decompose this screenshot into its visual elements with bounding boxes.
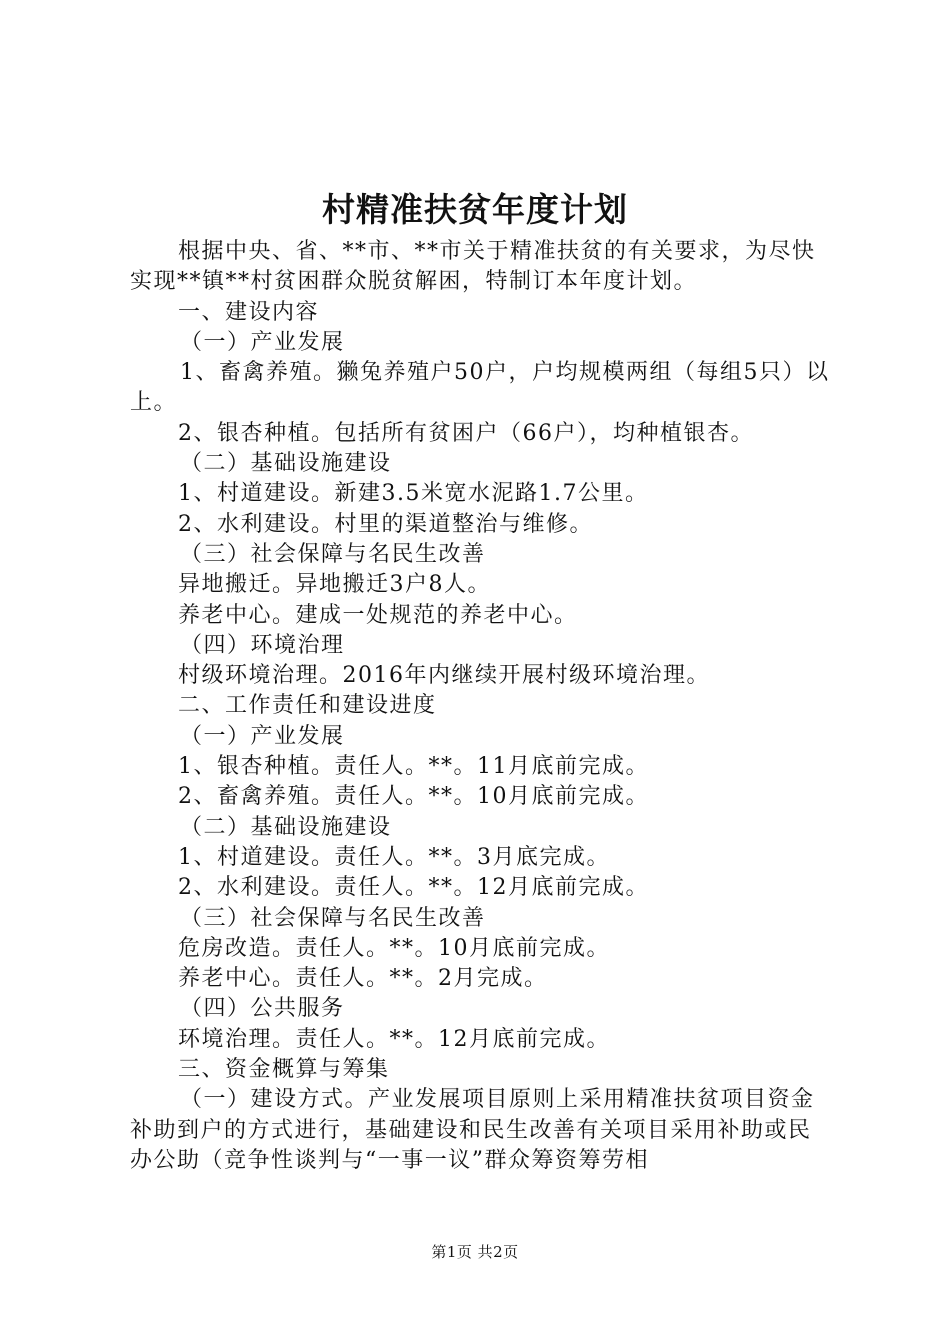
paragraph: 2、水利建设。村里的渠道整治与维修。: [178, 511, 593, 537]
paragraph: 1、畜禽养殖。獭兔养殖户50户，户均规模两组（每组5只）以上。: [130, 360, 830, 416]
paragraph: 养老中心。责任人。**。2月完成。: [178, 966, 548, 992]
paragraph: 村级环境治理。2016年内继续开展村级环境治理。: [178, 663, 710, 689]
subsection-heading: （一）产业发展: [180, 329, 345, 355]
paragraph: 1、村道建设。新建3.5米宽水泥路1.7公里。: [178, 481, 649, 507]
paragraph: 1、村道建设。责任人。**。3月底完成。: [178, 844, 610, 870]
paragraph: 环境治理。责任人。**。12月底前完成。: [178, 1026, 610, 1052]
document-body: [130, 237, 830, 1176]
subsection-heading: （三）社会保障与名民生改善: [180, 541, 486, 567]
subsection-heading: （二）基础设施建设: [180, 814, 392, 840]
subsection-heading: （二）基础设施建设: [180, 451, 392, 477]
section-heading-2: 二、工作责任和建设进度: [178, 693, 437, 719]
page-footer: 第1页 共2页: [431, 1243, 519, 1261]
subsection-heading: （三）社会保障与名民生改善: [180, 905, 486, 931]
paragraph: 异地搬迁。异地搬迁3户8人。: [178, 572, 491, 598]
paragraph: 危房改造。责任人。**。10月底前完成。: [178, 935, 610, 961]
paragraph: （一）建设方式。产业发展项目原则上采用精准扶贫项目资金补助到户的方式进行，基础建设和民生改善有关项目采用补助或民办公助（竞争性谈判与“一事一议”群众筹资筹劳相: [130, 1087, 815, 1173]
paragraph: 1、银杏种植。责任人。**。11月底前完成。: [178, 754, 649, 780]
section-heading-3: 三、资金概算与筹集: [178, 1057, 390, 1083]
paragraph: 2、畜禽养殖。责任人。**。10月底前完成。: [178, 784, 649, 810]
paragraph: 2、银杏种植。包括所有贫困户（66户），均种植银杏。: [178, 420, 754, 446]
paragraph: 2、水利建设。责任人。**。12月底前完成。: [178, 875, 649, 901]
subsection-heading: （一）产业发展: [180, 723, 345, 749]
subsection-heading: （四）公共服务: [180, 996, 345, 1022]
document-title: 村精准扶贫年度计划: [322, 190, 628, 229]
intro-paragraph: 根据中央、省、**市、**市关于精准扶贫的有关要求，为尽快实现**镇**村贫困群众脱贫解困，特制订本年度计划。: [130, 239, 816, 295]
subsection-heading: （四）环境治理: [180, 632, 345, 658]
section-heading-1: 一、建设内容: [178, 299, 320, 325]
paragraph: 养老中心。建成一处规范的养老中心。: [178, 602, 578, 628]
